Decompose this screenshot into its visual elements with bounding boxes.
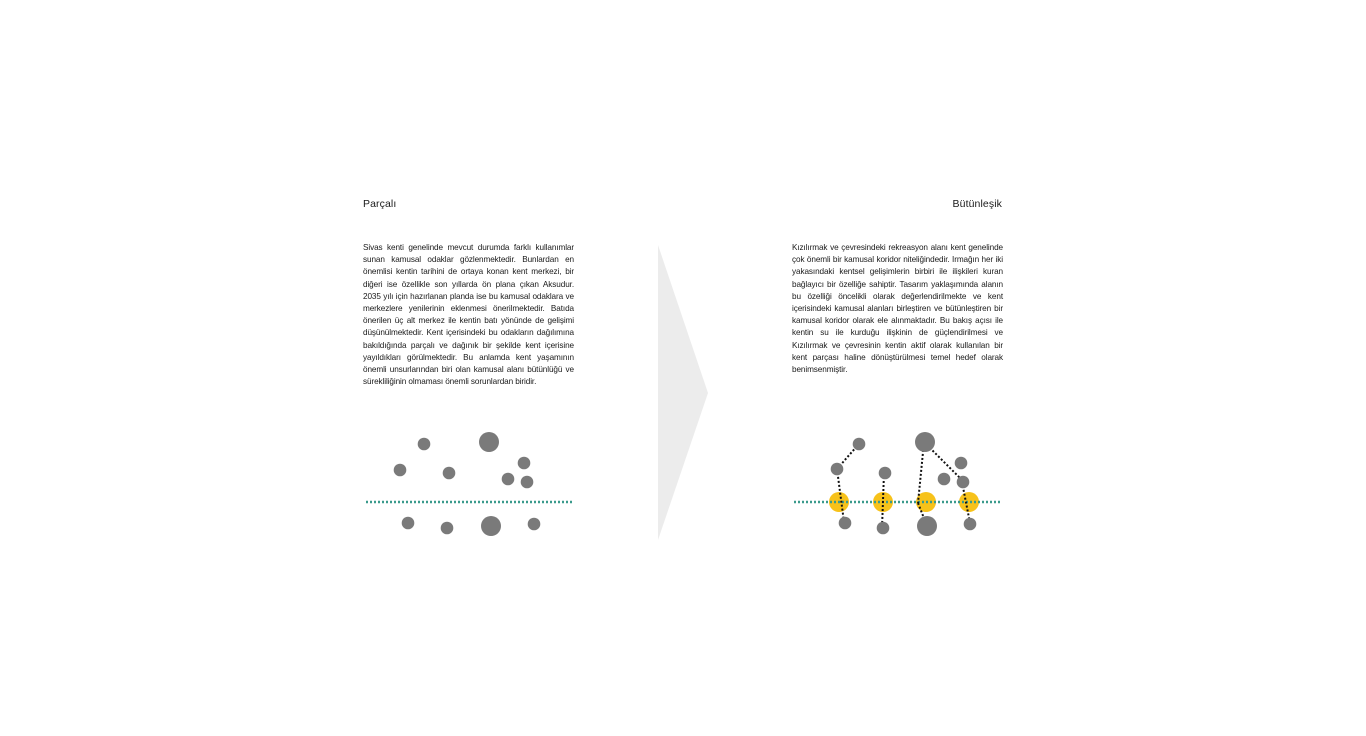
node xyxy=(479,432,499,452)
fragmented-diagram xyxy=(366,432,574,536)
node xyxy=(528,518,541,531)
node xyxy=(443,467,456,480)
connectors xyxy=(837,442,970,528)
node xyxy=(839,517,852,530)
node xyxy=(938,473,951,486)
node xyxy=(955,457,968,470)
node xyxy=(502,473,515,486)
node xyxy=(521,476,534,489)
node xyxy=(879,467,892,480)
integrated-diagram xyxy=(794,432,1002,536)
title-integrated: Bütünleşik xyxy=(952,198,1002,210)
node xyxy=(957,476,970,489)
node xyxy=(964,518,977,531)
node xyxy=(877,522,890,535)
node xyxy=(853,438,866,451)
node xyxy=(831,463,844,476)
node xyxy=(402,517,415,530)
title-fragmented: Parçalı xyxy=(363,198,397,210)
node xyxy=(917,516,937,536)
node xyxy=(441,522,454,535)
node xyxy=(418,438,431,451)
arrow-chevron-shape xyxy=(658,245,708,540)
node xyxy=(481,516,501,536)
paragraph-fragmented: Sivas kenti genelinde mevcut durumda farklı kullanımlar sunan kamusal odaklar gözlenmektedir. Bunlardan en önemlisi kentin tarihini de ortaya konan kent merkezi, bir diğeri ise özellikle son yıllarda ön plana çıkan Aksudur. 2035 yılı için hazırlanan planda ise bu kamusal odaklara ve merkezlere yenilerinin eklenmesi önerilmektedir. Batıda önerilen üç alt merkez ile kentin batı yönünde de gelişimi düşünülmektedir. Kent içerisindeki bu odakların dağılımına bakıldığında parçalı ve dağınık bir şekilde kent içerisine yayıldıkları görülmektedir. Bu anlamda kent yaşamının önemli unsurlarından biri olan kamusal alanı bütünlüğü ve sürekliliğinin olmaması önemli sorunlardan biridir. xyxy=(363,243,574,387)
paragraph-integrated: Kızılırmak ve çevresindeki rekreasyon alanı kent genelinde çok önemli bir kamusal koridor niteliğindedir. Irmağın her iki yakasındaki kentsel gelişimlerin birbiri ile ilişkileri kuran bağlayıcı bir özelliğe sahiptir. Tasarım yaklaşımında alanın bu özelliği öncelikli olarak değerlendirilmekte ve kent içerisindeki kamusal alanları birleştiren ve bütünleştiren bir kamusal koridor olarak ele alınmaktadır. Bu bakış açısı ile kentin su ile kurduğu ilişkinin de güçlendirilmesi ve Kızılırmak ve çevresinin kentin aktif olarak kullanılan bir kent parçası haline dönüştürülmesi temel hedef olarak benimsenmiştir. xyxy=(792,243,1003,375)
node xyxy=(915,432,935,452)
node xyxy=(394,464,407,477)
node xyxy=(518,457,531,470)
